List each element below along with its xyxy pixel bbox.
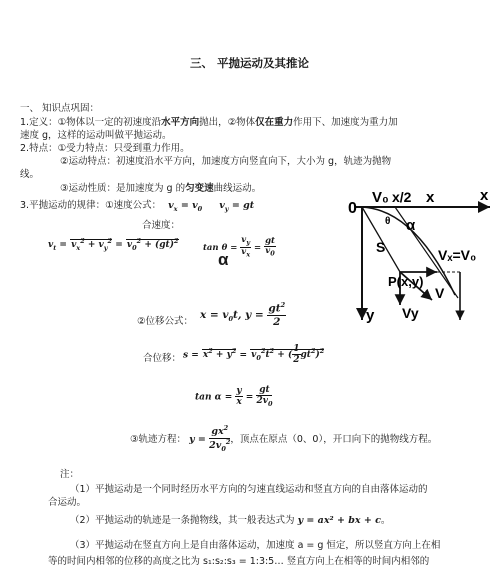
label-v0: V₀: [372, 189, 389, 206]
formula-vx: $v_x = v_0$: [168, 200, 203, 213]
note-3-line-2: 等的时间内相邻的位移的高度之比为 s₁:s₂:s₃ = 1:3:5… 竖直方向上在相等的时间内相邻的: [48, 556, 430, 567]
feature-line-3: 线。: [20, 169, 40, 180]
label-x-tick: x: [426, 189, 435, 206]
formula-tan-theta: tan θ = $\frac{v_y}{v_x}$ = $\frac{gt}{v_0}$: [203, 235, 275, 259]
projectile-diagram-svg: [340, 180, 500, 335]
formula-tan-alpha: tan α = $\frac{y}{x}$ = $\frac{gt}{2v_0}$: [195, 385, 273, 409]
emphasis-gravity-only: 仅在重力: [255, 117, 294, 128]
formula-trajectory: y = $\frac{gx^2}{2v_0^2}$: [189, 424, 231, 454]
formula-resultant-velocity: $v_t = v_x^2 + v_y^2 = v_0^2 + (gt)^2$: [48, 237, 179, 252]
formula-combined-displacement: $s = x^2 + y^2 = v_0^2t^2$ + ( $\frac{1}{2}$ $gt^2)^2$: [183, 344, 325, 366]
trajectory-line: ③轨迹方程： y = $\frac{gx^2}{2v_0^2}$ ，顶点在原点（0、0），开口向下的抛物线方程。: [130, 424, 438, 454]
notes-heading: 注：: [60, 469, 80, 480]
projectile-diagram: [340, 180, 500, 335]
emphasis-uniform: 匀变速: [185, 183, 214, 194]
formula-vy: $v_y$ = gt: [219, 200, 255, 213]
label-v: V: [435, 285, 445, 301]
label-x-half: x/2: [392, 189, 412, 205]
label-theta: θ: [385, 216, 391, 227]
formula-general-parabola: y = ax² + bx + c: [297, 515, 381, 526]
label-vy: Vy: [402, 305, 419, 321]
definition-line-1: 1.定义：①物体以一定的初速度沿水平方向抛出，②物体仅在重力作用下、加速度为重力加: [20, 117, 398, 128]
alpha-symbol: α: [218, 250, 229, 269]
feature-line-2: ②运动特点：初速度沿水平方向，加速度方向竖直向下，大小为 g，轨迹为抛物: [60, 156, 392, 167]
label-origin: 0: [348, 200, 357, 217]
combined-displacement-label: 合位移：: [143, 353, 182, 364]
note-3-line-1: （3）平抛运动在竖直方向上是自由落体运动，加速度 a = g 恒定，所以竖直方向上在相: [70, 540, 441, 551]
feature-line-4: ③运动性质：是加速度为 g 的匀变速曲线运动。: [60, 183, 262, 194]
label-s: S: [376, 239, 386, 255]
displacement-label: ②位移公式：: [137, 316, 194, 327]
label-y-axis: y: [366, 307, 375, 324]
section-heading: 一、 知识点巩固：: [20, 103, 100, 114]
page-title: 三、 平抛运动及其推论: [190, 56, 310, 70]
label-p: P(x,y): [388, 274, 424, 289]
definition-line-2: 速度 g，这样的运动叫做平抛运动。: [20, 130, 172, 141]
label-vx: Vₓ=V₀: [438, 247, 477, 263]
note-1-line-2: 合运动。: [48, 497, 87, 508]
label-alpha: α: [406, 217, 416, 234]
rules-line: 3.平抛运动的规律：①速度公式： $v_x = v_0$ $v_y$ = gt: [20, 200, 255, 213]
feature-line-1: 2.特点：①受力特点：只受到重力作用。: [20, 143, 190, 154]
note-1-line-1: （1）平抛运动是一个同时经历水平方向的匀速直线运动和竖直方向的自由落体运动的: [70, 484, 428, 495]
formula-displacement: $x = v_0t$, y = $\frac{gt^2}{2}$: [200, 301, 286, 328]
emphasis-horizontal: 水平方向: [161, 117, 200, 128]
label-x-axis: x: [480, 187, 489, 204]
note-2: （2）平抛运动的轨迹是一条抛物线，其一般表达式为 y = ax² + bx + c。: [70, 515, 391, 526]
resultant-velocity-label: 合速度：: [142, 220, 181, 231]
